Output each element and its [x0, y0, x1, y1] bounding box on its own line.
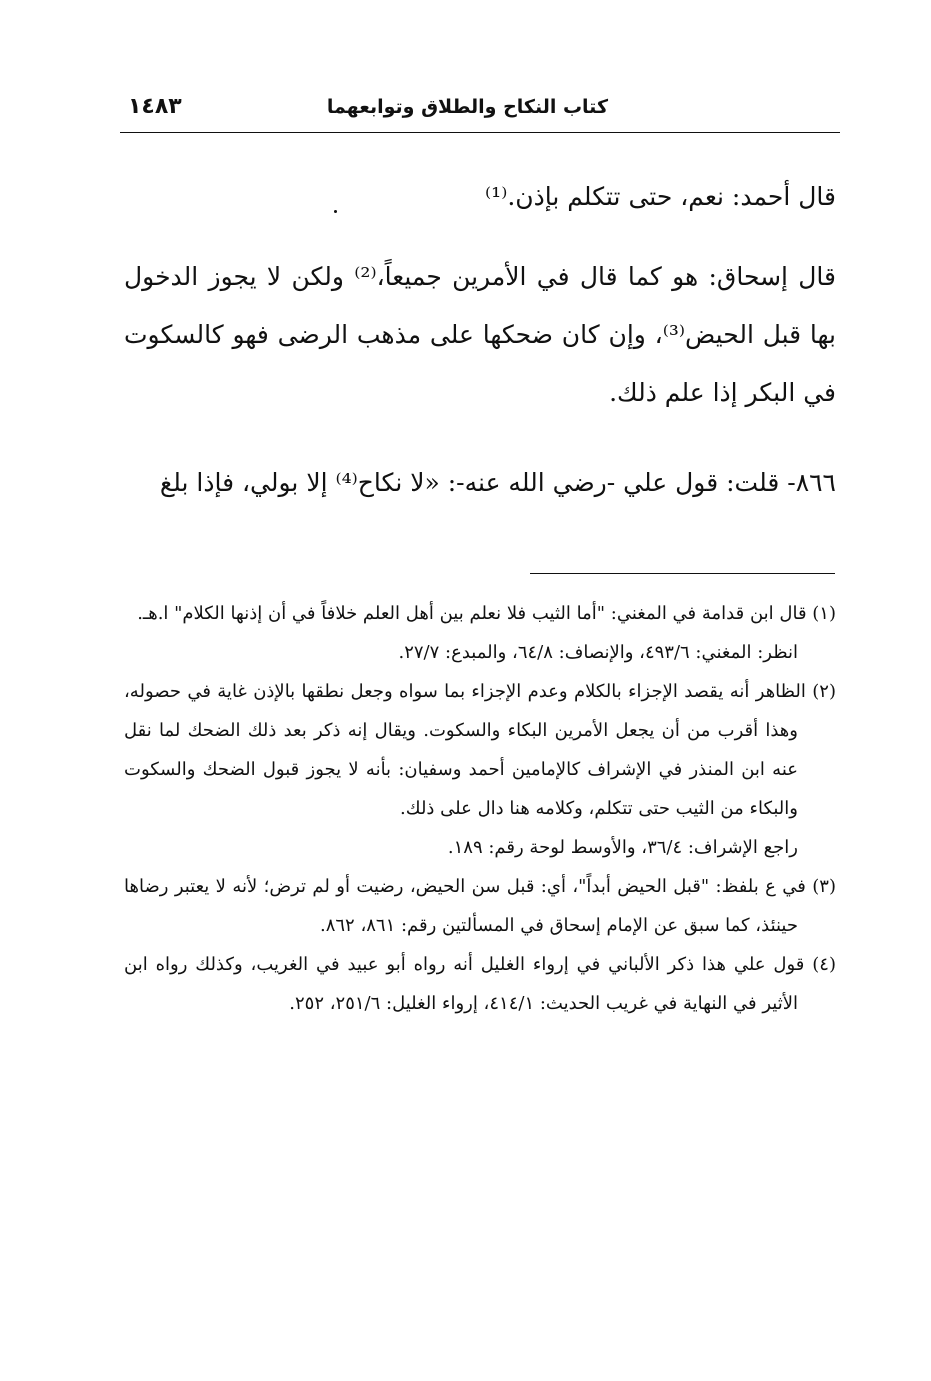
- footnote-divider: [530, 573, 835, 574]
- footnote-2-reference: راجع الإشراف: ٣٦/٤، والأوسط لوحة رقم: ١٨٩.: [447, 837, 798, 858]
- footnote-1: (١) قال ابن قدامة في المغني: "أما الثيب فلا نعلم بين أهل العلم خلافاً في أن إذنها الكلام" ا.هـ.: [137, 603, 836, 624]
- running-title: كتاب النكاح والطلاق وتوابعهما: [326, 96, 608, 118]
- paragraph-ishaq: قال إسحاق: هو كما قال في الأمرين جميعاً،⁽²⁾ ولكن لا يجوز الدخول بها قبل الحيض⁽³⁾، وإن كان ضحكها على مذهب الرضى فهو كالسكوت في البكر إذا علم ذلك.: [124, 262, 837, 407]
- header-divider: [120, 132, 840, 133]
- footnotes: [124, 594, 836, 1023]
- footnote-3: (٣) في ع بلفظ: "قبل الحيض أبداً"، أي: قبل سن الحيض، رضيت أو لم ترض؛ لأنه لا يعتبر رضاها حينئذ، كما سبق عن الإمام إسحاق في المسألتين رقم: ٨٦١، ٨٦٢.: [124, 876, 836, 936]
- page-header: [120, 92, 840, 132]
- main-text: [124, 168, 836, 512]
- paragraph-issue-866: ٨٦٦- قلت: قول علي -رضي الله عنه-: «لا نكاح⁽⁴⁾ إلا بولي، فإذا بلغ: [159, 468, 836, 497]
- footnote-1-reference: انظر: المغني: ٤٩٣/٦، والإنصاف: ٦٤/٨، والمبدع: ٢٧/٧.: [398, 642, 798, 663]
- footnote-2: (٢) الظاهر أنه يقصد الإجزاء بالكلام وعدم الإجزاء بما سواه وجعل نطقها بالإذن غاية في حصوله، وهذا أقرب من أن يجعل الأمرين البكاء والسكوت. ويقال إنه ذكر بعد ذلك الضحك لما نقل عنه ابن المنذر في الإشراف كالإمامين أحمد وسفيان: بأنه لا يجوز قبول الضحك والسكوت والبكاء من الثيب حتى تتكلم، وكلامه هنا دال على ذلك.: [124, 681, 836, 819]
- footnote-4: (٤) قول علي هذا ذكر الألباني في إرواء الغليل أنه رواه أبو عبيد في الغريب، وكذلك رواه ابن الأثير في النهاية في غريب الحديث: ٤١٤/١، إرواء الغليل: ٢٥١/٦، ٢٥٢.: [124, 954, 836, 1014]
- paragraph-ahmad: قال أحمد: نعم، حتى تتكلم بإذن.⁽¹⁾: [485, 182, 836, 211]
- ink-speck: [334, 210, 337, 213]
- page-number: ١٤٨٣: [128, 94, 182, 119]
